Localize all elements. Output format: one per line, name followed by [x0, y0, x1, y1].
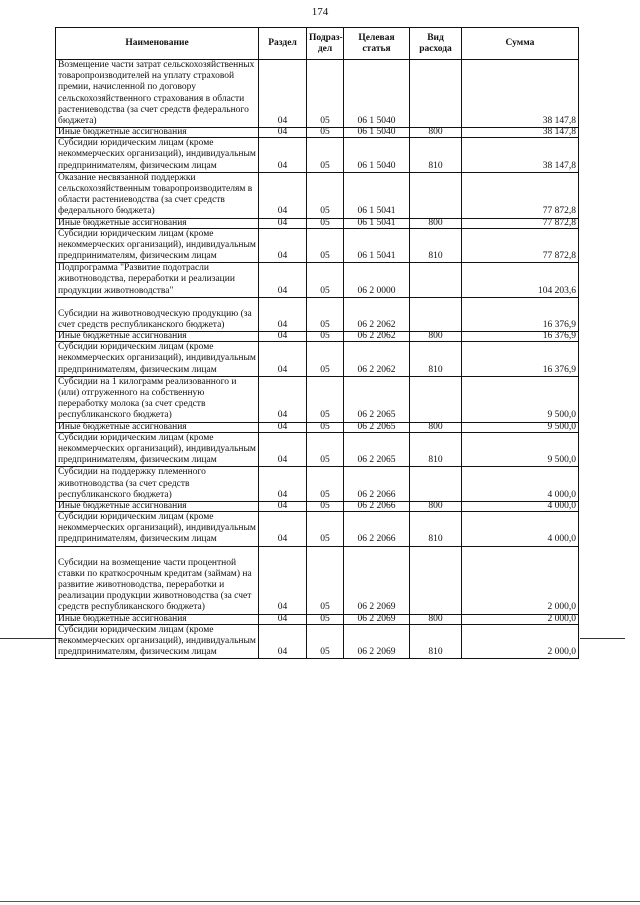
cell-expense-type: 810 — [410, 342, 462, 377]
cell-amount: 9 500,0 — [462, 422, 579, 432]
cell-amount: 4 000,0 — [462, 467, 579, 502]
table-row — [56, 60, 579, 128]
cell-section: 04 — [259, 467, 307, 502]
table-row — [56, 342, 579, 377]
cell-expense-type: 810 — [410, 228, 462, 263]
cell-expense-type: 800 — [410, 422, 462, 432]
cell-name: Иные бюджетные ассигнования — [56, 218, 259, 228]
cell-section: 04 — [259, 422, 307, 432]
cell-subsection: 05 — [307, 432, 344, 467]
cell-target: 06 2 2066 — [344, 511, 410, 546]
cell-name: Субсидии юридическим лицам (кроме некоммерческих организаций), индивидуальным предпринимателям, физическим лицам — [56, 432, 259, 467]
cut-line-left — [0, 638, 62, 639]
cell-amount: 38 147,8 — [462, 138, 579, 173]
cell-subsection: 05 — [307, 138, 344, 173]
cell-section: 04 — [259, 138, 307, 173]
cell-name: Подпрограмма "Развитие подотрасли животноводства, переработки и реализации продукции животноводства" — [56, 263, 259, 298]
table-row — [56, 614, 579, 624]
table-row — [56, 228, 579, 263]
cell-target: 06 1 5040 — [344, 138, 410, 173]
cut-line-right — [580, 638, 625, 639]
table-row — [56, 432, 579, 467]
cell-name: Субсидии на 1 килограмм реализованного и (или) отгруженного на собственную переработку молока (за счет средств республиканского бюджета) — [56, 376, 259, 422]
cell-target: 06 1 5041 — [344, 172, 410, 218]
table-row — [56, 172, 579, 218]
header-amount: Сумма — [462, 28, 579, 60]
cell-name: Иные бюджетные ассигнования — [56, 422, 259, 432]
cell-expense-type: 810 — [410, 624, 462, 659]
cell-section: 04 — [259, 511, 307, 546]
cell-target: 06 1 5040 — [344, 60, 410, 128]
cell-name: Субсидии юридическим лицам (кроме некоммерческих организаций), индивидуальным предпринимателям, физическим лицам — [56, 511, 259, 546]
table-row — [56, 422, 579, 432]
cell-subsection: 05 — [307, 218, 344, 228]
table-row — [56, 467, 579, 502]
cell-section: 04 — [259, 624, 307, 659]
cell-subsection: 05 — [307, 128, 344, 138]
cell-target: 06 2 2062 — [344, 297, 410, 331]
cell-section: 04 — [259, 342, 307, 377]
header-expense-type: Вид расхода — [410, 28, 462, 60]
table-row — [56, 376, 579, 422]
table-row — [56, 297, 579, 331]
header-section: Раздел — [259, 28, 307, 60]
cell-amount: 16 376,9 — [462, 332, 579, 342]
table-row — [56, 511, 579, 546]
cell-subsection: 05 — [307, 172, 344, 218]
table-row — [56, 218, 579, 228]
cell-subsection: 05 — [307, 332, 344, 342]
cell-name: Субсидии на животноводческую продукцию (за счет средств республиканского бюджета) — [56, 297, 259, 331]
cell-name: Субсидии юридическим лицам (кроме некоммерческих организаций), индивидуальным предпринимателям, физическим лицам — [56, 138, 259, 173]
cell-section: 04 — [259, 332, 307, 342]
cell-target: 06 2 2066 — [344, 467, 410, 502]
cell-target: 06 2 2069 — [344, 546, 410, 614]
table-row — [56, 624, 579, 659]
cell-amount: 77 872,8 — [462, 172, 579, 218]
cell-target: 06 1 5041 — [344, 218, 410, 228]
cell-target: 06 2 2062 — [344, 342, 410, 377]
table-row — [56, 501, 579, 511]
cell-subsection: 05 — [307, 614, 344, 624]
cell-name: Иные бюджетные ассигнования — [56, 332, 259, 342]
cell-target: 06 2 2065 — [344, 432, 410, 467]
cell-expense-type: 800 — [410, 614, 462, 624]
cell-subsection: 05 — [307, 467, 344, 502]
footer-line — [0, 901, 640, 902]
cell-section: 04 — [259, 263, 307, 298]
table-row — [56, 546, 579, 614]
cell-section: 04 — [259, 172, 307, 218]
cell-expense-type — [410, 376, 462, 422]
cell-amount: 2 000,0 — [462, 624, 579, 659]
header-subsection: Подраз- дел — [307, 28, 344, 60]
cell-expense-type — [410, 546, 462, 614]
cell-subsection: 05 — [307, 297, 344, 331]
cell-amount: 38 147,8 — [462, 60, 579, 128]
cell-name: Оказание несвязанной поддержки сельскохозяйственным товаропроизводителям в области растениеводства (за счет средств федерального бюджета) — [56, 172, 259, 218]
cell-name: Иные бюджетные ассигнования — [56, 128, 259, 138]
cell-target: 06 1 5040 — [344, 128, 410, 138]
cell-section: 04 — [259, 546, 307, 614]
table-row — [56, 138, 579, 173]
cell-section: 04 — [259, 228, 307, 263]
cell-target: 06 2 2065 — [344, 376, 410, 422]
cell-name: Субсидии на возмещение части процентной ставки по краткосрочным кредитам (займам) на развитие животноводства, переработки и реализации продукции животноводства (за счет средств республиканского бюджета) — [56, 546, 259, 614]
header-name: Наименование — [56, 28, 259, 60]
cell-target: 06 2 0000 — [344, 263, 410, 298]
cell-subsection: 05 — [307, 422, 344, 432]
table-row — [56, 332, 579, 342]
cell-amount: 4 000,0 — [462, 501, 579, 511]
cell-expense-type: 800 — [410, 128, 462, 138]
table-header-row — [56, 28, 579, 60]
cell-expense-type: 800 — [410, 218, 462, 228]
cell-amount: 38 147,8 — [462, 128, 579, 138]
cell-expense-type — [410, 60, 462, 128]
cell-amount: 4 000,0 — [462, 511, 579, 546]
cell-section: 04 — [259, 297, 307, 331]
cell-name: Субсидии юридическим лицам (кроме некоммерческих организаций), индивидуальным предпринимателям, физическим лицам — [56, 228, 259, 263]
cell-subsection: 05 — [307, 501, 344, 511]
cell-name: Иные бюджетные ассигнования — [56, 501, 259, 511]
cell-subsection: 05 — [307, 60, 344, 128]
budget-table — [55, 27, 579, 659]
cell-amount: 77 872,8 — [462, 218, 579, 228]
cell-section: 04 — [259, 376, 307, 422]
cell-amount: 2 000,0 — [462, 614, 579, 624]
cell-subsection: 05 — [307, 624, 344, 659]
cell-amount: 77 872,8 — [462, 228, 579, 263]
cell-target: 06 1 5041 — [344, 228, 410, 263]
cell-expense-type: 810 — [410, 511, 462, 546]
cell-expense-type — [410, 467, 462, 502]
cell-amount: 9 500,0 — [462, 376, 579, 422]
cell-expense-type: 800 — [410, 501, 462, 511]
table-row — [56, 263, 579, 298]
cell-amount: 104 203,6 — [462, 263, 579, 298]
cell-section: 04 — [259, 128, 307, 138]
cell-expense-type: 810 — [410, 138, 462, 173]
cell-target: 06 2 2065 — [344, 422, 410, 432]
cell-amount: 16 376,9 — [462, 342, 579, 377]
cell-subsection: 05 — [307, 546, 344, 614]
cell-name: Субсидии юридическим лицам (кроме некоммерческих организаций), индивидуальным предпринимателям, физическим лицам — [56, 342, 259, 377]
cell-name: Субсидии на поддержку племенного животноводства (за счет средств республиканского бюджета) — [56, 467, 259, 502]
cell-amount: 16 376,9 — [462, 297, 579, 331]
cell-section: 04 — [259, 60, 307, 128]
cell-name: Возмещение части затрат сельскохозяйственных товаропроизводителей на уплату страховой премии, начисленной по договору сельскохозяйственного страхования в области растениеводства (за счет средств федерального бюджета) — [56, 60, 259, 128]
cell-name: Иные бюджетные ассигнования — [56, 614, 259, 624]
page-number: 174 — [311, 6, 329, 18]
cell-name: Субсидии юридическим лицам (кроме некоммерческих организаций), индивидуальным предпринимателям, физическим лицам — [56, 624, 259, 659]
cell-subsection: 05 — [307, 228, 344, 263]
cell-target: 06 2 2069 — [344, 614, 410, 624]
cell-expense-type: 800 — [410, 332, 462, 342]
header-target: Целевая статья — [344, 28, 410, 60]
cell-expense-type — [410, 172, 462, 218]
cell-section: 04 — [259, 614, 307, 624]
cell-amount: 9 500,0 — [462, 432, 579, 467]
cell-target: 06 2 2069 — [344, 624, 410, 659]
cell-subsection: 05 — [307, 263, 344, 298]
cell-subsection: 05 — [307, 511, 344, 546]
cell-section: 04 — [259, 218, 307, 228]
cell-section: 04 — [259, 501, 307, 511]
cell-expense-type: 810 — [410, 432, 462, 467]
cell-expense-type — [410, 297, 462, 331]
table-row — [56, 128, 579, 138]
cell-subsection: 05 — [307, 376, 344, 422]
cell-subsection: 05 — [307, 342, 344, 377]
cell-target: 06 2 2066 — [344, 501, 410, 511]
cell-target: 06 2 2062 — [344, 332, 410, 342]
cell-amount: 2 000,0 — [462, 546, 579, 614]
cell-section: 04 — [259, 432, 307, 467]
cell-expense-type — [410, 263, 462, 298]
